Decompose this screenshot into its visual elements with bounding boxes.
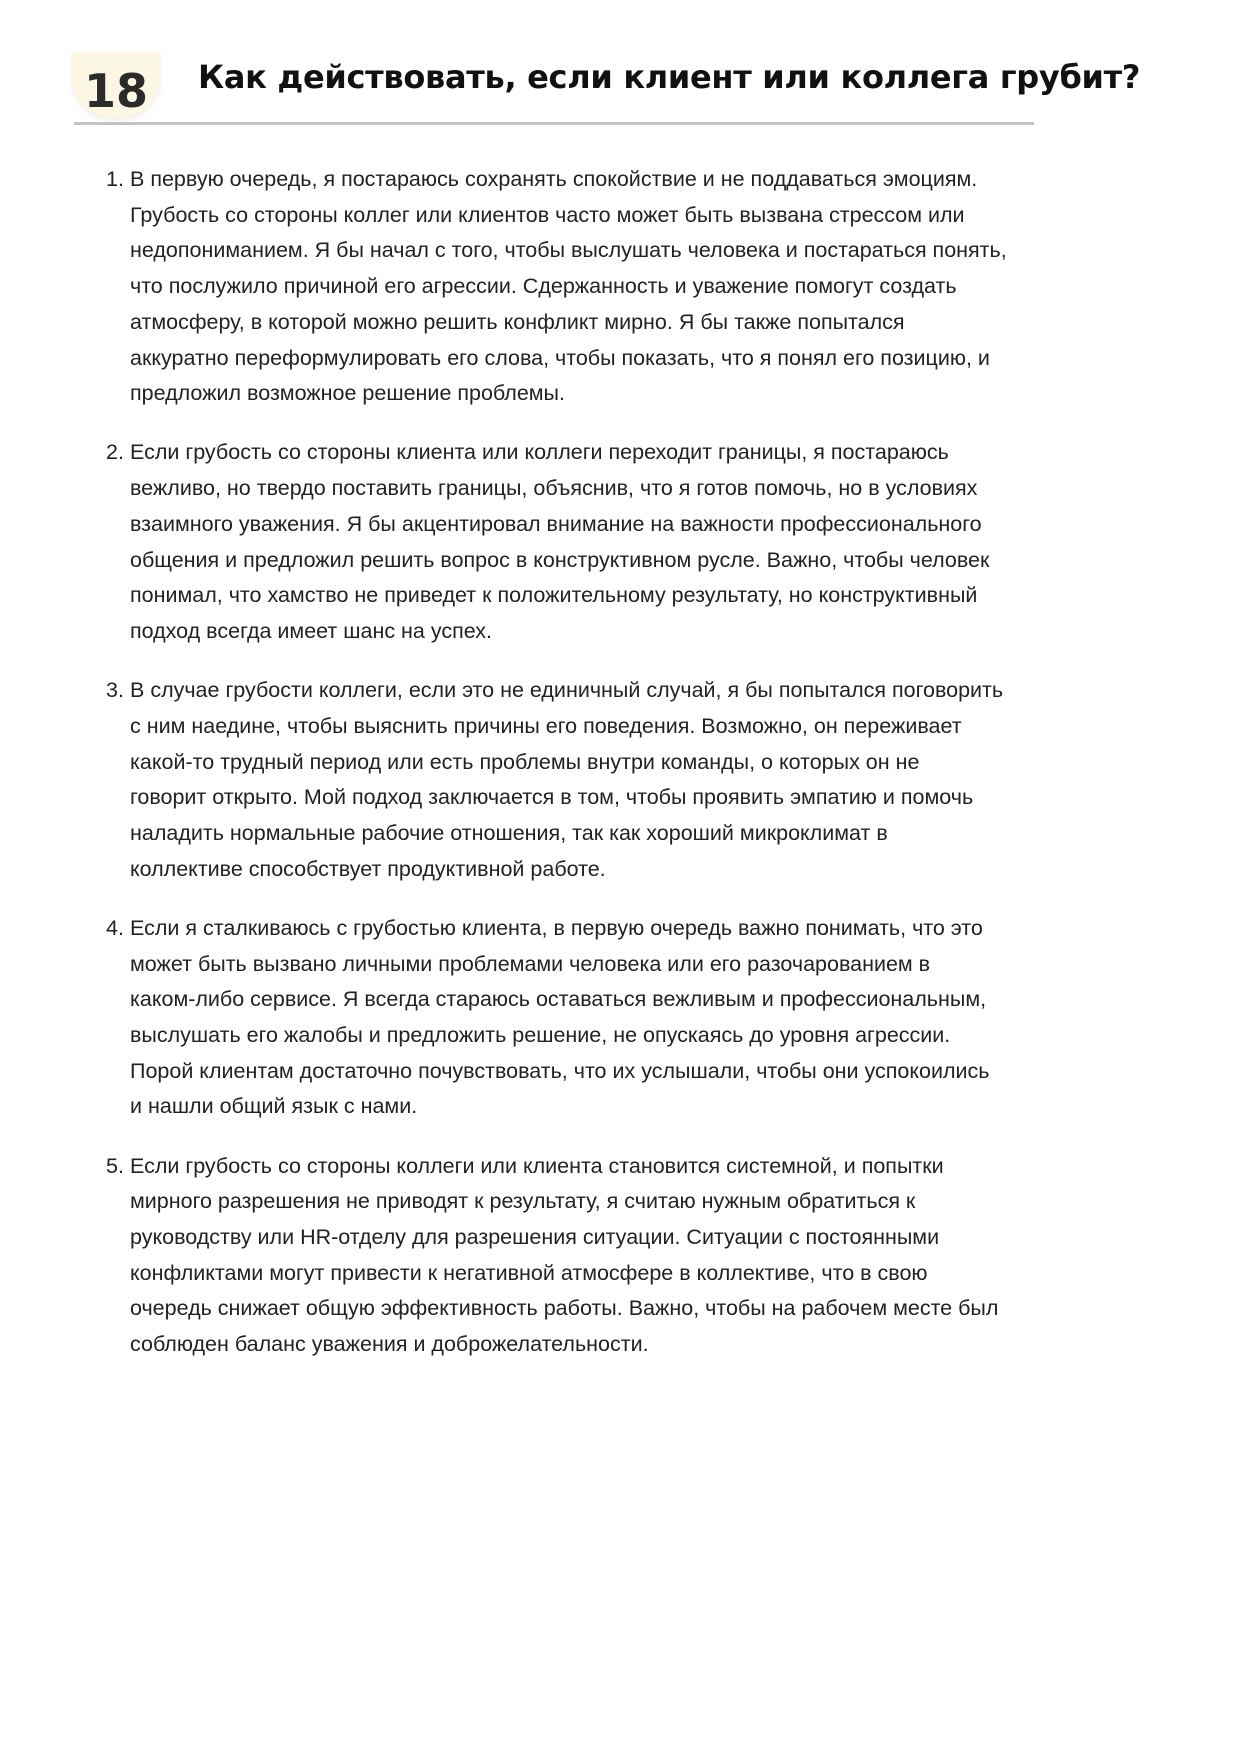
page-title: Как действовать, если клиент или коллега грубит? — [198, 58, 1141, 96]
answer-list — [106, 162, 1046, 1386]
list-item-text-line: Порой клиентам достаточно почувствовать, что их услышали, чтобы они успокоились — [130, 1058, 990, 1083]
list-item-text-line: что послужило причиной его агрессии. Сдержанность и уважение помогут создать — [130, 274, 957, 299]
list-item-text-line: может быть вызвано личными проблемами человека или его разочарованием в — [130, 951, 931, 976]
list-item — [106, 435, 1046, 649]
list-item-text-line: какой-то трудный период или есть проблемы внутри команды, о которых он не — [130, 749, 920, 774]
list-item-text-line: аккуратно переформулировать его слова, чтобы показать, что я понял его позицию, и — [130, 345, 990, 370]
list-item — [106, 673, 1046, 887]
list-item-text-line: выслушать его жалобы и предложить решение, не опускаясь до уровня агрессии. — [130, 1022, 951, 1047]
list-item-text-line: Если грубость со стороны коллеги или клиента становится системной, и попытки — [130, 1153, 944, 1178]
list-item-text-line: говорит открыто. Мой подход заключается в том, чтобы проявить эмпатию и помочь — [130, 785, 974, 810]
list-item-text-line: атмосферу, в которой можно решить конфликт мирно. Я бы также попытался — [130, 309, 905, 334]
list-item-text-line: очередь снижает общую эффективность работы. Важно, чтобы на рабочем месте был — [130, 1296, 999, 1321]
list-item-number: 3. — [106, 678, 124, 703]
list-item-number: 4. — [106, 915, 124, 940]
question-number-badge — [72, 52, 160, 118]
title-divider — [74, 122, 1034, 125]
list-item-text-line: руководству или HR-отделу для разрешения ситуации. Ситуации с постоянными — [130, 1224, 940, 1249]
list-item-text-line: Грубость со стороны коллег или клиентов часто может быть вызвана стрессом или — [130, 202, 965, 227]
list-item-number: 1. — [106, 167, 124, 191]
list-item-text-line: и нашли общий язык с нами. — [130, 1094, 418, 1119]
list-item-text-line: мирного разрешения не приводят к результату, я считаю нужным обратиться к — [130, 1189, 916, 1214]
list-item-text-line: недопониманием. Я бы начал с того, чтобы выслушать человека и постараться понять, — [130, 238, 1007, 263]
list-item — [106, 911, 1046, 1125]
list-item-text-line: каком-либо сервисе. Я всегда стараюсь оставаться вежливым и профессиональным, — [130, 987, 987, 1012]
list-item-text-line: подход всегда имеет шанс на успех. — [130, 618, 492, 643]
list-item-number: 5. — [106, 1153, 124, 1178]
list-item-text-line: В первую очередь, я постараюсь сохранять спокойствие и не поддаваться эмоциям. — [130, 167, 978, 191]
list-item-text-line: наладить нормальные рабочие отношения, так как хороший микроклимат в — [130, 820, 888, 845]
list-item-number: 2. — [106, 440, 124, 465]
list-item-text-line: соблюден баланс уважения и доброжелательности. — [130, 1332, 649, 1357]
list-item-text-line: понимал, что хамство не приведет к положительному результату, но конструктивный — [130, 583, 978, 608]
list-item-text-line: Если я сталкиваюсь с грубостью клиента, в первую очередь важно понимать, что это — [130, 915, 983, 940]
list-item — [106, 162, 1046, 412]
question-number: 18 — [83, 64, 148, 118]
list-item-text-line: общения и предложил решить вопрос в конструктивном русле. Важно, чтобы человек — [130, 547, 990, 572]
list-item-text-line: коллективе способствует продуктивной работе. — [130, 856, 606, 881]
list-item-text-line: взаимного уважения. Я бы акцентировал внимание на важности профессионального — [130, 511, 982, 536]
list-item-text-line: В случае грубости коллеги, если это не единичный случай, я бы попытался поговорить — [130, 678, 1004, 703]
list-item-text-line: Если грубость со стороны клиента или коллеги переходит границы, я постараюсь — [130, 440, 949, 465]
list-item-text-line: вежливо, но твердо поставить границы, объяснив, что я готов помочь, но в условиях — [130, 476, 978, 501]
list-item — [106, 1149, 1046, 1363]
list-item-text-line: с ним наедине, чтобы выяснить причины его поведения. Возможно, он переживает — [130, 713, 962, 738]
list-item-text-line: предложил возможное решение проблемы. — [130, 381, 565, 406]
list-item-text-line: конфликтами могут привести к негативной атмосфере в коллективе, что в свою — [130, 1260, 928, 1285]
